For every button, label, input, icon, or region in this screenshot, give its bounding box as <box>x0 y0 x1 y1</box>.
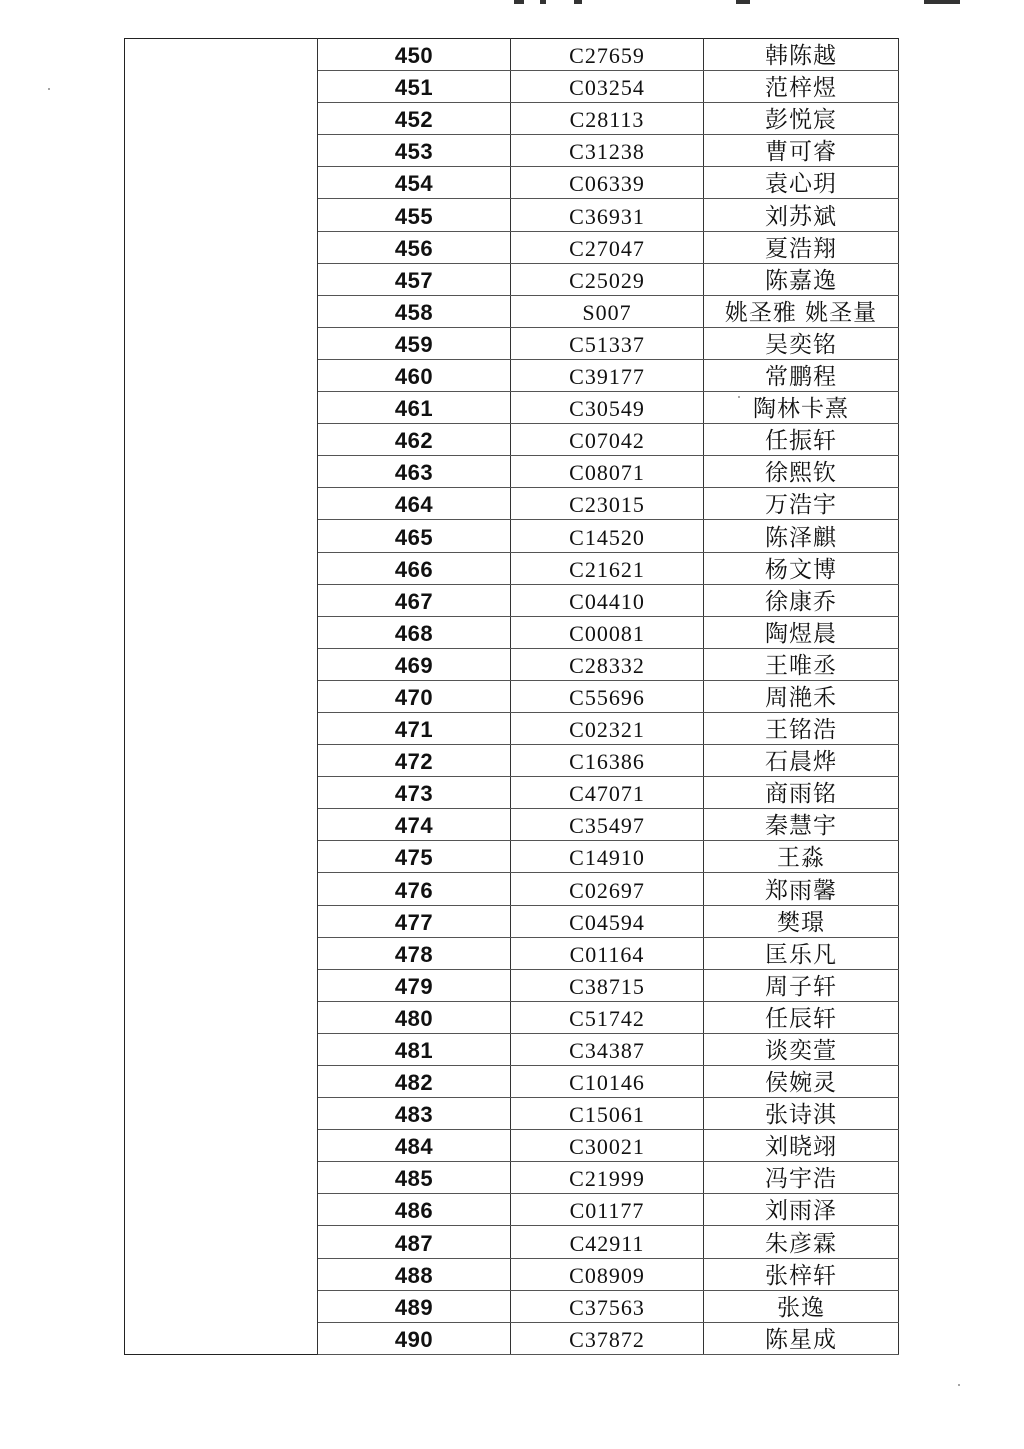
student-name-cell: 彭悦宸 <box>704 103 899 135</box>
row-number-cell: 484 <box>318 1130 511 1162</box>
student-name-cell: 吴奕铭 <box>704 327 899 359</box>
candidate-code-cell: C35497 <box>511 809 704 841</box>
candidate-code-cell: C04410 <box>511 584 704 616</box>
candidate-code-cell: C38715 <box>511 969 704 1001</box>
candidate-code-cell: C31238 <box>511 135 704 167</box>
row-number-cell: 464 <box>318 488 511 520</box>
row-number-cell: 480 <box>318 1001 511 1033</box>
row-number-cell: 481 <box>318 1033 511 1065</box>
student-name-cell: 冯宇浩 <box>704 1162 899 1194</box>
row-number-cell: 467 <box>318 584 511 616</box>
student-name-cell: 王唯丞 <box>704 648 899 680</box>
candidate-code-cell: C51742 <box>511 1001 704 1033</box>
row-number-cell: 475 <box>318 841 511 873</box>
student-name-cell: 夏浩翔 <box>704 231 899 263</box>
student-list-table <box>124 38 899 1355</box>
student-name-cell: 秦慧宇 <box>704 809 899 841</box>
row-number-cell: 454 <box>318 167 511 199</box>
candidate-code-cell: S007 <box>511 295 704 327</box>
student-name-cell: 刘晓翊 <box>704 1130 899 1162</box>
candidate-code-cell: C36931 <box>511 199 704 231</box>
row-number-cell: 460 <box>318 359 511 391</box>
candidate-code-cell: C51337 <box>511 327 704 359</box>
student-name-cell: 王铭浩 <box>704 712 899 744</box>
student-name-cell: 陈嘉逸 <box>704 263 899 295</box>
scan-speck <box>958 1384 960 1386</box>
candidate-code-cell: C06339 <box>511 167 704 199</box>
student-name-cell: 樊璟 <box>704 905 899 937</box>
student-name-cell: 常鹏程 <box>704 359 899 391</box>
student-name-cell: 袁心玥 <box>704 167 899 199</box>
candidate-code-cell: C47071 <box>511 777 704 809</box>
row-number-cell: 470 <box>318 680 511 712</box>
candidate-code-cell: C21621 <box>511 552 704 584</box>
candidate-code-cell: C37563 <box>511 1290 704 1322</box>
row-number-cell: 455 <box>318 199 511 231</box>
table-body <box>125 39 899 1355</box>
candidate-code-cell: C34387 <box>511 1033 704 1065</box>
row-number-cell: 463 <box>318 456 511 488</box>
row-number-cell: 461 <box>318 392 511 424</box>
top-edge-scan-marks <box>500 0 980 6</box>
student-name-cell: 朱彦霖 <box>704 1226 899 1258</box>
candidate-code-cell: C10146 <box>511 1066 704 1098</box>
student-name-cell: 范梓煜 <box>704 71 899 103</box>
student-name-cell: 任辰轩 <box>704 1001 899 1033</box>
candidate-code-cell: C01177 <box>511 1194 704 1226</box>
row-number-cell: 458 <box>318 295 511 327</box>
row-number-cell: 485 <box>318 1162 511 1194</box>
student-name-cell: 杨文博 <box>704 552 899 584</box>
row-number-cell: 489 <box>318 1290 511 1322</box>
row-number-cell: 479 <box>318 969 511 1001</box>
student-name-cell: 万浩宇 <box>704 488 899 520</box>
row-number-cell: 456 <box>318 231 511 263</box>
row-number-cell: 477 <box>318 905 511 937</box>
student-name-cell: 王淼 <box>704 841 899 873</box>
row-number-cell: 465 <box>318 520 511 552</box>
candidate-code-cell: C02697 <box>511 873 704 905</box>
student-name-cell: 周滟禾 <box>704 680 899 712</box>
student-name-cell: 徐熙钦 <box>704 456 899 488</box>
row-number-cell: 453 <box>318 135 511 167</box>
row-number-cell: 483 <box>318 1098 511 1130</box>
student-name-cell: 郑雨馨 <box>704 873 899 905</box>
candidate-code-cell: C55696 <box>511 680 704 712</box>
row-number-cell: 472 <box>318 745 511 777</box>
row-number-cell: 466 <box>318 552 511 584</box>
row-number-cell: 452 <box>318 103 511 135</box>
row-number-cell: 486 <box>318 1194 511 1226</box>
merged-group-cell <box>125 39 318 1355</box>
student-name-cell: 张诗淇 <box>704 1098 899 1130</box>
student-name-cell: 刘雨泽 <box>704 1194 899 1226</box>
row-number-cell: 482 <box>318 1066 511 1098</box>
candidate-code-cell: C08909 <box>511 1258 704 1290</box>
student-name-cell: 姚圣雅 姚圣量 <box>704 295 899 327</box>
candidate-code-cell: C37872 <box>511 1322 704 1354</box>
row-number-cell: 476 <box>318 873 511 905</box>
candidate-code-cell: C21999 <box>511 1162 704 1194</box>
candidate-code-cell: C04594 <box>511 905 704 937</box>
row-number-cell: 473 <box>318 777 511 809</box>
row-number-cell: 459 <box>318 327 511 359</box>
candidate-code-cell: C42911 <box>511 1226 704 1258</box>
student-name-cell: 刘苏斌 <box>704 199 899 231</box>
candidate-code-cell: C28332 <box>511 648 704 680</box>
student-name-cell: 陈星成 <box>704 1322 899 1354</box>
scan-speck <box>48 88 50 90</box>
candidate-code-cell: C08071 <box>511 456 704 488</box>
student-name-cell: 张逸 <box>704 1290 899 1322</box>
candidate-code-cell: C39177 <box>511 359 704 391</box>
row-number-cell: 488 <box>318 1258 511 1290</box>
student-name-cell: 陶煜晨 <box>704 616 899 648</box>
candidate-code-cell: C00081 <box>511 616 704 648</box>
student-name-cell: 陈泽麒 <box>704 520 899 552</box>
table-row <box>125 39 899 71</box>
row-number-cell: 462 <box>318 424 511 456</box>
row-number-cell: 450 <box>318 39 511 71</box>
row-number-cell: 451 <box>318 71 511 103</box>
row-number-cell: 471 <box>318 712 511 744</box>
candidate-code-cell: C03254 <box>511 71 704 103</box>
row-number-cell: 474 <box>318 809 511 841</box>
student-name-cell: 任振轩 <box>704 424 899 456</box>
row-number-cell: 457 <box>318 263 511 295</box>
row-number-cell: 490 <box>318 1322 511 1354</box>
student-name-cell: 匡乐凡 <box>704 937 899 969</box>
candidate-code-cell: C30549 <box>511 392 704 424</box>
student-name-cell: 曹可睿 <box>704 135 899 167</box>
candidate-code-cell: C02321 <box>511 712 704 744</box>
student-name-cell: 商雨铭 <box>704 777 899 809</box>
candidate-code-cell: C28113 <box>511 103 704 135</box>
candidate-code-cell: C27659 <box>511 39 704 71</box>
student-name-cell: 侯婉灵 <box>704 1066 899 1098</box>
candidate-code-cell: C27047 <box>511 231 704 263</box>
student-name-cell: 韩陈越 <box>704 39 899 71</box>
candidate-code-cell: C25029 <box>511 263 704 295</box>
student-name-cell: 张梓轩 <box>704 1258 899 1290</box>
candidate-code-cell: C23015 <box>511 488 704 520</box>
student-name-cell: 石晨烨 <box>704 745 899 777</box>
candidate-code-cell: C01164 <box>511 937 704 969</box>
student-name-cell: 陶林卡熹 <box>704 392 899 424</box>
row-number-cell: 468 <box>318 616 511 648</box>
candidate-code-cell: C07042 <box>511 424 704 456</box>
candidate-code-cell: C15061 <box>511 1098 704 1130</box>
student-name-cell: 周子轩 <box>704 969 899 1001</box>
candidate-code-cell: C30021 <box>511 1130 704 1162</box>
student-name-cell: 谈奕萱 <box>704 1033 899 1065</box>
candidate-code-cell: C16386 <box>511 745 704 777</box>
row-number-cell: 487 <box>318 1226 511 1258</box>
candidate-code-cell: C14520 <box>511 520 704 552</box>
student-name-cell: 徐康乔 <box>704 584 899 616</box>
candidate-code-cell: C14910 <box>511 841 704 873</box>
row-number-cell: 469 <box>318 648 511 680</box>
row-number-cell: 478 <box>318 937 511 969</box>
